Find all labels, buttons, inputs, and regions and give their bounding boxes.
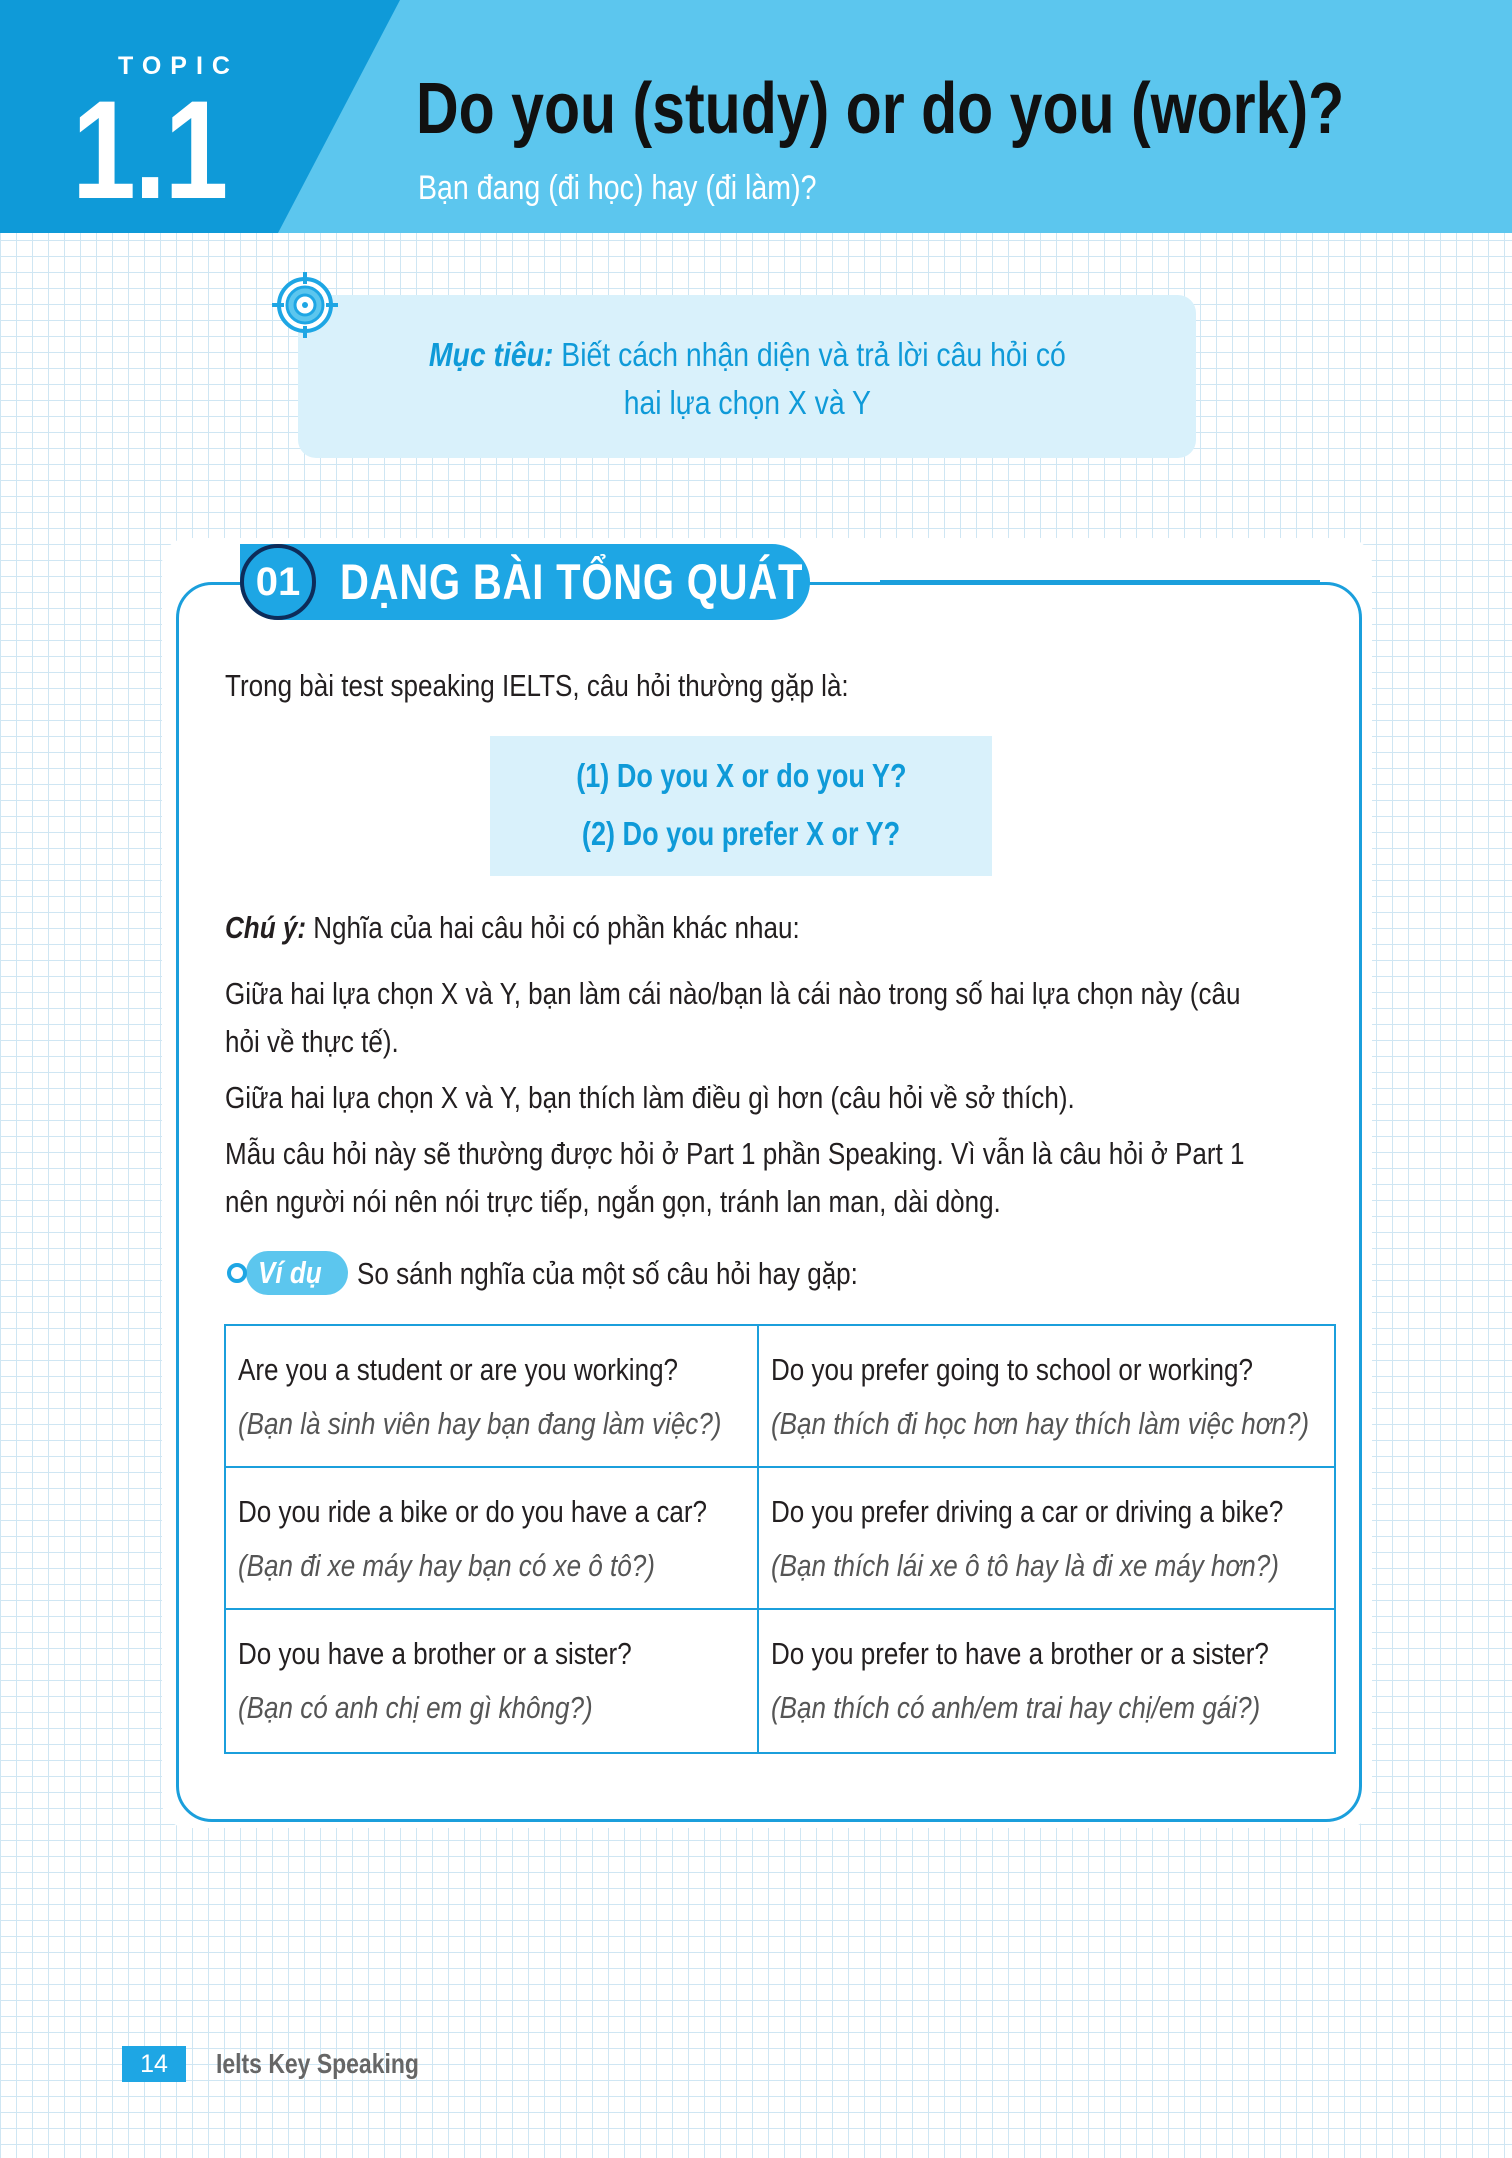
example-text: So sánh nghĩa của một số câu hỏi hay gặp:	[357, 1256, 858, 1291]
question-en: Are you a student or are you working?	[238, 1352, 679, 1387]
table-cell	[759, 1326, 1334, 1466]
goal-text	[298, 331, 1196, 427]
paragraph-line: nên người nói nên nói trực tiếp, ngắn gọn, tránh lan man, dài dòng.	[225, 1184, 1001, 1219]
example-label: Ví dụ	[258, 1255, 322, 1290]
note-label: Chú ý:	[225, 910, 307, 945]
page-number: 14	[140, 2050, 168, 2078]
question-en: Do you prefer to have a brother or a sister?	[771, 1636, 1269, 1671]
question-en: Do you prefer driving a car or driving a bike?	[771, 1494, 1284, 1529]
page-title: Do you (study) or do you (work)?	[416, 69, 1345, 149]
topic-number: 1.1	[72, 71, 227, 228]
question-en: Do you ride a bike or do you have a car?	[238, 1494, 708, 1529]
table-cell	[226, 1468, 757, 1608]
paragraph-line: hỏi về thực tế).	[225, 1024, 399, 1059]
comparison-table	[224, 1324, 1336, 1754]
page-subtitle: Bạn đang (đi học) hay (đi làm)?	[418, 169, 817, 207]
question-vi: (Bạn đi xe máy hay bạn có xe ô tô?)	[238, 1548, 655, 1583]
formula-line-1: (1) Do you X or do you Y?	[575, 757, 907, 794]
formula-box	[490, 736, 992, 876]
formula-line-2: (2) Do you prefer X or Y?	[581, 815, 901, 852]
table-cell	[759, 1610, 1334, 1752]
section-title: DẠNG BÀI TỔNG QUÁT	[340, 554, 804, 610]
goal-line-1: Biết cách nhận diện và trả lời câu hỏi có	[560, 336, 1066, 373]
question-vi: (Bạn thích đi học hơn hay thích làm việc hơn?)	[771, 1406, 1310, 1441]
book-title: Ielts Key Speaking	[216, 2048, 419, 2079]
question-vi: (Bạn là sinh viên hay bạn đang làm việc?)	[238, 1406, 722, 1441]
goal-box	[298, 295, 1196, 458]
paragraph-line: Giữa hai lựa chọn X và Y, bạn thích làm điều gì hơn (câu hỏi về sở thích).	[225, 1080, 1075, 1115]
table-cell	[759, 1468, 1334, 1608]
goal-line-2: hai lựa chọn X và Y	[623, 384, 871, 421]
paragraph-line: Mẫu câu hỏi này sẽ thường được hỏi ở Part 1 phần Speaking. Vì vẫn là câu hỏi ở Part 1	[225, 1136, 1245, 1171]
table-cell	[226, 1326, 757, 1466]
table-cell	[226, 1610, 757, 1752]
goal-label: Mục tiêu:	[428, 336, 554, 373]
topic-label: TOPIC	[118, 52, 239, 80]
paragraph-line: Giữa hai lựa chọn X và Y, bạn làm cái nào/bạn là cái nào trong số hai lựa chọn này (câu	[225, 976, 1241, 1011]
section-divider	[880, 580, 1320, 583]
question-vi: (Bạn thích lái xe ô tô hay là đi xe máy hơn?)	[771, 1548, 1279, 1583]
section-number: 01	[255, 560, 301, 604]
question-vi: (Bạn có anh chị em gì không?)	[238, 1690, 593, 1725]
note-line	[225, 904, 800, 952]
example-bullet-icon	[227, 1263, 247, 1283]
question-en: Do you prefer going to school or working?	[771, 1352, 1254, 1387]
topic-header	[0, 0, 1512, 233]
question-vi: (Bạn thích có anh/em trai hay chị/em gái?)	[771, 1690, 1261, 1725]
section-intro: Trong bài test speaking IELTS, câu hỏi thường gặp là:	[225, 668, 849, 703]
note-text: Nghĩa của hai câu hỏi có phần khác nhau:	[306, 910, 800, 945]
target-icon	[270, 270, 340, 340]
question-en: Do you have a brother or a sister?	[238, 1636, 632, 1671]
